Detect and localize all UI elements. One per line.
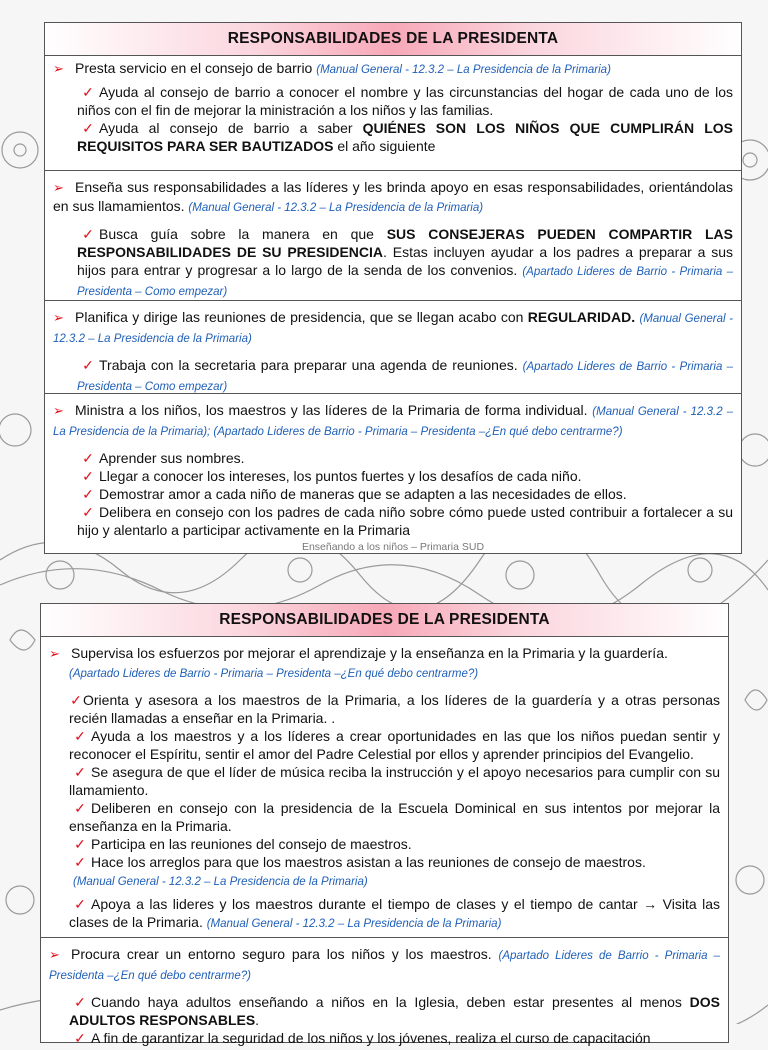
check-icon: ✓ <box>82 84 94 100</box>
check-icon: ✓ <box>82 450 94 466</box>
bullet-text: Apoya a las lideres y los maestros durante el tiempo de clases y el tiempo de cantar <box>91 896 638 912</box>
check-icon: ✓ <box>74 994 86 1010</box>
arrow-bullet-icon: ➢ <box>49 646 60 661</box>
responsibilities-card-2 <box>40 603 729 1046</box>
check-icon: ✓ <box>82 357 94 373</box>
bullet-text: . <box>255 1012 260 1028</box>
bold-text: QUIÉNES SON LOS NIÑOS QUE CUMPLIRÁN LOS REQUISITOS PARA SER BAUTIZADOS <box>77 120 734 154</box>
lead-text: Planifica y dirige las reuniones de presidencia, que se llegan acabo con <box>75 309 524 325</box>
check-icon: ✓ <box>82 468 94 484</box>
arrow-bullet-icon: ➢ <box>53 180 64 195</box>
check-icon: ✓ <box>74 1030 86 1046</box>
reference: (Apartado Lideres de Barrio - Primaria – Presidenta – Como empezar) <box>77 266 733 298</box>
lead-text: Supervisa los esfuerzos por mejorar el aprendizaje y la enseñanza en la Primaria y la guardería. <box>71 645 668 661</box>
card-title: RESPONSABILIDADES DE LA PRESIDENTA <box>45 23 741 56</box>
section-safe-environment <box>41 938 728 1050</box>
check-icon: ✓ <box>82 226 94 242</box>
check-icon: ✓ <box>82 504 94 520</box>
bullet-text: . Estas incluyen ayudar a los padres a preparar a sus hijos para entrar y progresar a lo largo de la senda de los convenios. <box>77 244 733 278</box>
reference: (Manual General - 12.3.2 – La Presidencia de la Primaria) <box>188 202 484 214</box>
bold-text: REGULARIDAD. <box>527 309 636 325</box>
bullet-text: el año siguiente <box>337 138 436 154</box>
arrow-bullet-icon: ➢ <box>53 403 64 418</box>
reference: (Manual General - 12.3.2 – La Presidencia de la Primaria) <box>206 918 502 930</box>
source-note: Enseñando a los niños – Primaria SUD <box>301 541 485 553</box>
bullet-text: Delibera en consejo con los padres de cada niño sobre cómo puede usted contribuir a fortalecer a su hijo y alentarlo a participar activamente en la Primaria <box>77 504 733 538</box>
responsibilities-card-1 <box>44 22 742 554</box>
bullet-text: Busca guía sobre la manera en que <box>99 226 374 242</box>
arrow-bullet-icon: ➢ <box>49 947 60 962</box>
section-supervise-teaching <box>41 637 728 938</box>
bullet-text: Llegar a conocer los intereses, los puntos fuertes y los desafíos de cada niño. <box>99 468 582 484</box>
section-presidency-meetings <box>45 301 741 394</box>
bullet-text: Ayuda a los maestros y a los líderes a crear oportunidades en las que los niños puedan sentir y reconocer el Espíritu, sentir el amor del Padre Celestial por ellos y aprender principios del Evangelio. <box>69 728 720 762</box>
reference: (Manual General - 12.3.2 – La Presidencia de la Primaria) <box>53 313 733 345</box>
arrow-bullet-icon: ➢ <box>53 310 64 325</box>
lead-text: Presta servicio en el consejo de barrio <box>75 60 313 76</box>
reference: (Apartado Lideres de Barrio - Primaria – Presidenta – Como empezar) <box>77 361 734 393</box>
arrow-bullet-icon: ➢ <box>53 61 64 76</box>
bullet-text: Demostrar amor a cada niño de maneras que se adapten a las necesidades de ellos. <box>99 486 627 502</box>
bullet-text: Aprender sus nombres. <box>99 450 245 466</box>
bullet-text: Participa en las reuniones del consejo de maestros. <box>91 836 412 852</box>
card-title: RESPONSABILIDADES DE LA PRESIDENTA <box>41 604 728 637</box>
bullet-text: Orienta y asesora a los maestros de la Primaria, a los líderes de la guardería y a otras personas recién llamadas a enseñar en la Primaria. . <box>69 692 720 726</box>
check-icon: ✓ <box>74 800 86 816</box>
bullet-text: Hace los arreglos para que los maestros asistan a las reuniones de consejo de maestros. <box>91 854 646 870</box>
check-icon: ✓ <box>74 854 86 870</box>
lead-text: Procura crear un entorno seguro para los niños y los maestros. <box>71 946 492 962</box>
lead-text: Enseña sus responsabilidades a las líderes y les brinda apoyo en esas responsabilidades, orientándolas en sus llamamientos. <box>53 179 733 214</box>
arrow-right-icon: → <box>643 896 658 912</box>
check-icon: ✓ <box>70 692 82 708</box>
bullet-text: Ayuda al consejo de barrio a conocer el nombre y las circunstancias del hogar de cada uno de los niños con el fin de mejorar la ministración a los niños y las familias. <box>77 84 733 118</box>
check-icon: ✓ <box>82 486 94 502</box>
bold-text: DOS ADULTOS RESPONSABLES <box>69 994 721 1028</box>
bullet-text: A fin de garantizar la seguridad de los niños y los jóvenes, realiza el curso de capacitación <box>91 1030 651 1046</box>
section-teach-leaders <box>45 171 741 301</box>
reference: (Manual General - 12.3.2 – La Presidencia de la Primaria) <box>73 876 368 888</box>
check-icon: ✓ <box>74 764 86 780</box>
section-barrio-council <box>45 56 741 171</box>
reference: (Apartado Lideres de Barrio - Primaria – Presidenta –¿En qué debo centrarme?) <box>49 950 720 982</box>
check-icon: ✓ <box>74 836 86 852</box>
lead-text: Ministra a los niños, los maestros y las líderes de la Primaria de forma individual. <box>75 402 588 418</box>
bold-text: SUS CONSEJERAS PUEDEN COMPARTIR LAS RESPONSABILIDADES DE SU PRESIDENCIA <box>77 226 733 260</box>
bullet-text: Visita las clases de la Primaria. <box>69 896 721 930</box>
check-icon: ✓ <box>82 120 94 136</box>
bullet-text: Deliberen en consejo con la presidencia de la Escuela Dominical en sus intentos por mejorar la enseñanza en la Primaria. <box>69 800 720 834</box>
bullet-text: Trabaja con la secretaria para preparar una agenda de reuniones. <box>99 357 518 373</box>
bullet-text: Ayuda al consejo de barrio a saber <box>99 120 353 136</box>
reference: (Manual General - 12.3.2 – La Presidencia de la Primaria); (Apartado Lideres de Barrio - Primaria – Presidenta –¿En qué debo centrarme?) <box>53 406 733 438</box>
section-minister-individually <box>45 394 741 570</box>
reference: (Manual General - 12.3.2 – La Presidencia de la Primaria) <box>316 64 611 76</box>
check-icon: ✓ <box>74 896 86 912</box>
reference: (Apartado Lideres de Barrio - Primaria – Presidenta –¿En qué debo centrarme?) <box>69 668 479 680</box>
bullet-text: Cuando haya adultos enseñando a niños en la Iglesia, deben estar presentes al menos <box>91 994 682 1010</box>
check-icon: ✓ <box>74 728 86 744</box>
bullet-text: Se asegura de que el líder de música reciba la instrucción y el apoyo necesarios para cumplir con su llamamiento. <box>69 764 720 798</box>
